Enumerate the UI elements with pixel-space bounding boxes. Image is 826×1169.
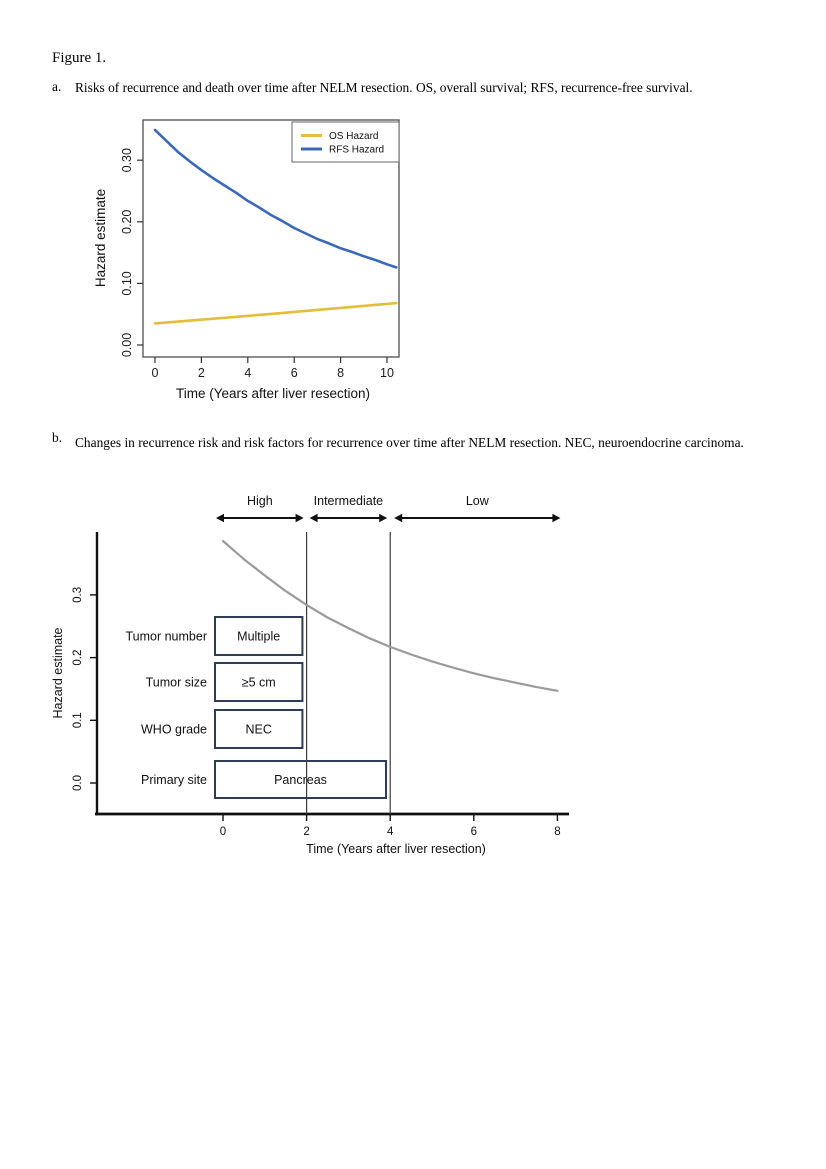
legend-label: RFS Hazard	[329, 144, 385, 156]
risk-period-label: Low	[465, 494, 489, 508]
x-tick-label: 6	[290, 366, 298, 380]
legend-box	[292, 122, 399, 162]
risk-period-intermediate-arrowhead-left	[310, 514, 318, 522]
os-hazard-line	[155, 303, 396, 323]
risk-period-high-arrowhead-left	[216, 514, 224, 522]
risk-factor-label: Tumor number	[125, 629, 207, 644]
x-tick-label: 4	[244, 366, 252, 380]
panel-b-risk-chart	[40, 480, 615, 880]
risk-period-high-arrowhead-right	[296, 514, 304, 522]
risk-factor-value: Multiple	[237, 629, 281, 644]
y-tick-label: 0.00	[120, 332, 134, 358]
y-tick-label: 0.30	[120, 148, 134, 173]
x-tick-label: 0	[151, 366, 159, 380]
caption-b	[52, 430, 778, 456]
legend-label: OS Hazard	[329, 131, 379, 142]
x-tick-label: 10	[380, 366, 394, 380]
x-axis-title: Time (Years after liver resection)	[175, 386, 371, 401]
risk-period-label: High	[246, 494, 273, 508]
x-axis-title: Time (Years after liver resection)	[306, 842, 486, 856]
risk-factor-label: Tumor size	[145, 675, 207, 690]
panel-a-hazard-chart	[85, 110, 420, 410]
risk-factor-label: WHO grade	[141, 722, 207, 737]
caption-a	[52, 79, 693, 96]
x-tick-label: 2	[303, 826, 310, 838]
x-tick-label: 8	[554, 826, 561, 838]
risk-factor-value: ≥5 cm	[241, 675, 276, 690]
y-tick-label: 0.0	[72, 775, 84, 791]
x-tick-label: 6	[470, 826, 478, 838]
y-axis-title: Hazard estimate	[93, 188, 108, 288]
risk-factor-value: NEC	[245, 722, 272, 737]
risk-period-label: Intermediate	[313, 494, 384, 508]
risk-period-intermediate-arrowhead-right	[379, 514, 387, 522]
y-tick-label: 0.2	[72, 649, 84, 666]
caption-a-marker: a.	[52, 79, 62, 94]
caption-b-text: Changes in recurrence risk and risk factors for recurrence over time after NELM resection. NEC, neuroendocrine carcinoma.	[75, 435, 744, 450]
y-tick-label: 0.1	[72, 712, 84, 729]
y-tick-label: 0.10	[120, 271, 134, 296]
x-tick-label: 4	[386, 826, 394, 838]
caption-a-text: Risks of recurrence and death over time after NELM resection. OS, overall survival; RFS, recurrence-free survival.	[75, 80, 693, 95]
figure-title: Figure 1.	[52, 50, 107, 66]
y-tick-label: 0.20	[120, 209, 134, 234]
caption-b-marker: b.	[52, 430, 63, 445]
y-tick-label: 0.3	[72, 586, 84, 603]
risk-factor-value: Pancreas	[274, 773, 327, 787]
risk-period-low-arrowhead-right	[552, 514, 560, 522]
x-tick-label: 8	[337, 366, 345, 380]
x-tick-label: 0	[219, 826, 227, 838]
risk-period-low-arrowhead-left	[394, 514, 402, 522]
x-tick-label: 2	[197, 366, 205, 380]
risk-factor-label: Primary site	[141, 773, 207, 787]
y-axis-title: Hazard estimate	[51, 627, 65, 719]
